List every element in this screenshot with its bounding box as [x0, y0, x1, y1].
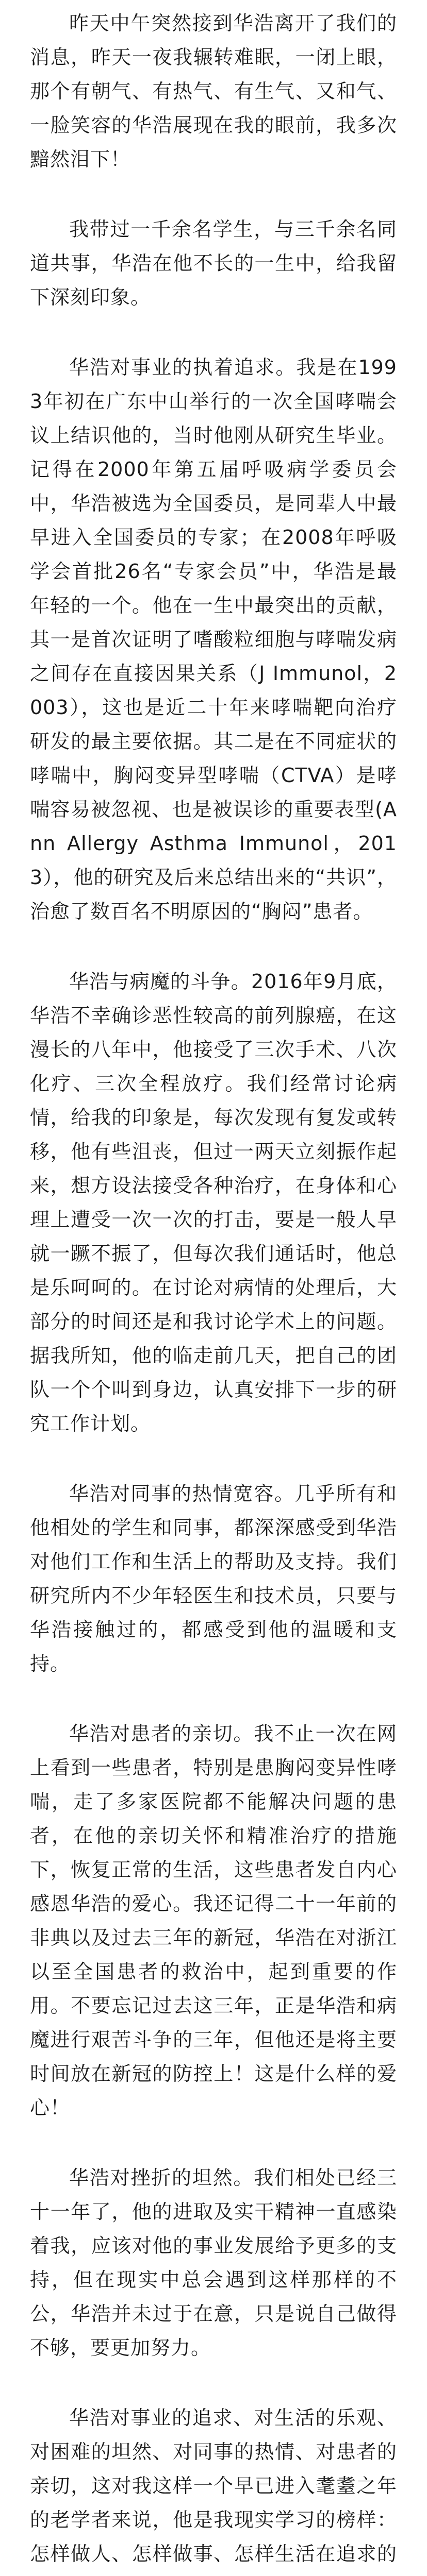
paragraph-setbacks: 华浩对挫折的坦然。我们相处已经三十一年了，他的进取及实干精神一直感染着我，应该对他的事业发展给予更多的支持，但在现实中总会遇到这样那样的不公，华浩并未过于在意，只是说自己做得不够，要更加努力。: [30, 2166, 397, 2359]
paragraph-patients: 华浩对患者的亲切。我不止一次在网上看到一些患者，特别是患胸闷变异性哮喘，走了多家医院都不能解决问题的患者，在他的亲切关怀和精准治疗的措施下，恢复正常的生活，这些患者发自内心感恩华浩的爱心。我还记得二十一年前的非典以及过去三年的新冠，华浩在对浙江以至全国患者的救治中，起到重要的作用。不要忘记过去这三年，正是华浩和病魔进行艰苦斗争的三年，但他还是将主要时间放在新冠的防控上！这是什么样的爱心！: [30, 1722, 397, 2119]
paragraph-intro: 昨天中午突然接到华浩离开了我们的消息，昨天一夜我辗转难眠，一闭上眼，那个有朝气、有热气、有生气、又和气、一脸笑容的华浩展现在我的眼前，我多次黯然泪下！: [30, 12, 397, 171]
paragraph-colleagues: 华浩对同事的热情宽容。几乎所有和他相处的学生和同事，都深深感受到华浩对他们工作和生活上的帮助及支持。我们研究所内不少年轻医生和技术员，只要与华浩接触过的，都感受到他的温暖和支持。: [30, 1482, 397, 1675]
paragraph-role-model: 华浩对事业的追求、对生活的乐观、对困难的坦然、对同事的热情、对患者的亲切，这对我这样一个早已进入耄耋之年的老学者来说，他是我现实学习的榜样：怎样做人、怎样做事、怎样生活在追求的: [30, 2406, 397, 2565]
paragraph-impression: 我带过一千余名学生，与三千余名同道共事，华浩在他不长的一生中，给我留下深刻印象。: [30, 218, 397, 309]
paragraph-career: 华浩对事业的执着追求。我是在1993年初在广东中山举行的一次全国哮喘会议上结识他的，当时他刚从研究生毕业。记得在2000年第五届呼吸病学委员会中，华浩被选为全国委员，是同辈人中最早进入全国委员的专家；在2008年呼吸学会首批26名“专家会员”中，华浩是最年轻的一个。他在一生中最突出的贡献，其一是首次证明了嗜酸粒细胞与哮喘发病之间存在直接因果关系（J Immunol，2003），这也是近二十年来哮喘靶向治疗研发的最主要依据。其二是在不同症状的哮喘中，胸闷变异型哮喘（CTVA）是哮喘容易被忽视、也是被误诊的重要表型(Ann Allergy Asthma Immunol，2013），他的研究及后来总结出来的“共识”，治愈了数百名不明原因的“胸闷”患者。: [30, 356, 397, 923]
paragraph-illness: 华浩与病魔的斗争。2016年9月底，华浩不幸确诊恶性较高的前列腺癌，在这漫长的八年中，他接受了三次手术、八次化疗、三次全程放疗。我们经常讨论病情，给我的印象是，每次发现有复发或转移，他有些沮丧，但过一两天立刻振作起来，想方设法接受各种治疗，在身体和心理上遭受一次一次的打击，要是一般人早就一蹶不振了，但每次我们通话时，他总是乐呵呵的。在讨论对病情的处理后，大部分的时间还是和我讨论学术上的问题。据我所知，他的临走前几天，把自己的团队一个个叫到身边，认真安排下一步的研究工作计划。: [30, 970, 397, 1435]
